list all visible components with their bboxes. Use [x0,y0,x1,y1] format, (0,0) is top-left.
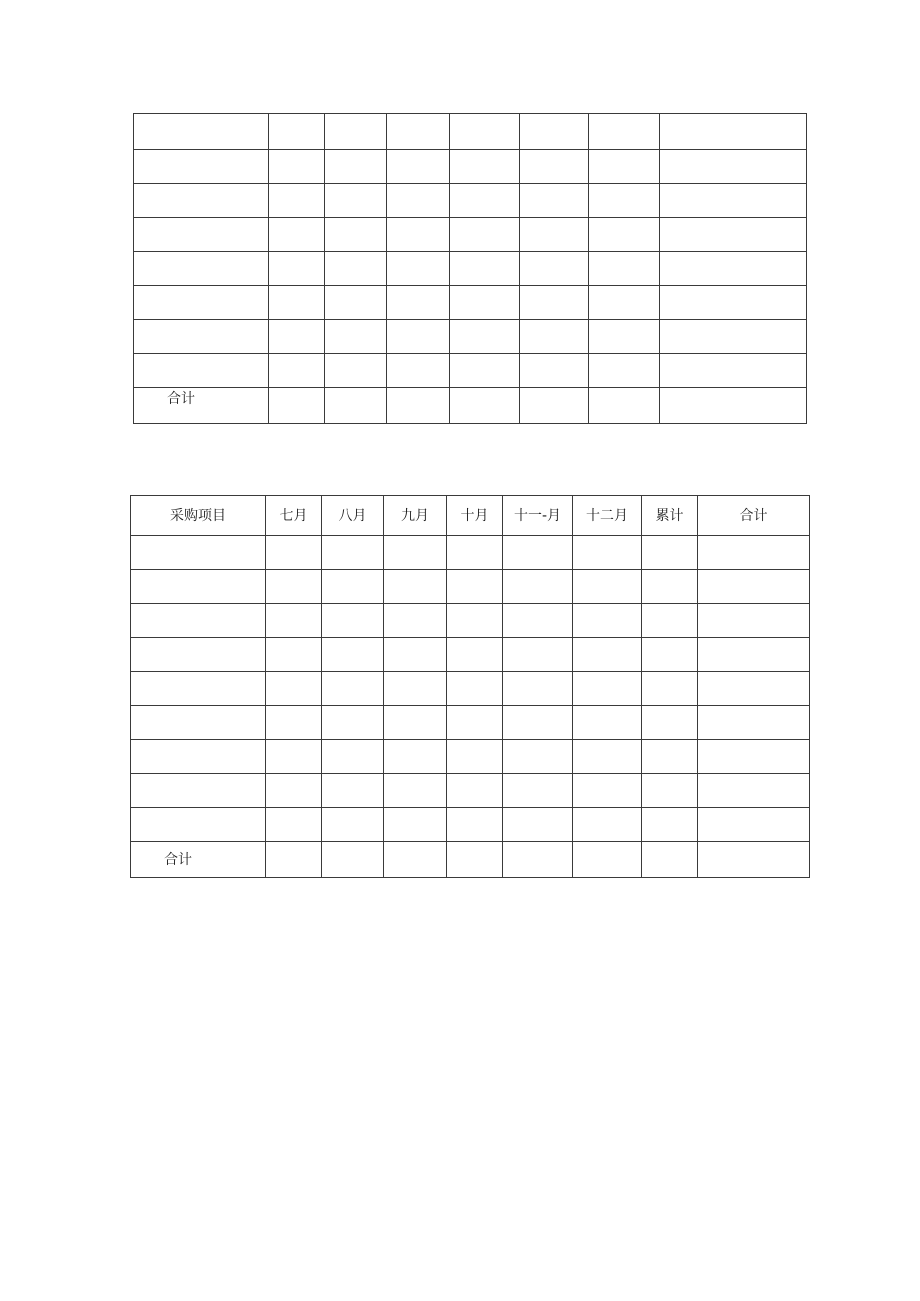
column-header: 采购项目 [131,496,266,536]
table-cell[interactable] [573,740,642,774]
table-cell[interactable] [325,320,387,354]
table-cell[interactable] [325,252,387,286]
table-cell[interactable] [503,740,573,774]
total-row [134,388,807,424]
table-cell[interactable] [642,672,698,706]
table-row [134,150,807,184]
table-cell[interactable] [131,740,266,774]
table-row [131,774,810,808]
table-cell[interactable] [660,388,807,424]
table-cell[interactable] [131,672,266,706]
table-cell[interactable] [134,114,269,150]
table-cell[interactable] [450,150,520,184]
table-cell[interactable] [447,842,503,878]
table-cell[interactable] [503,672,573,706]
table-cell[interactable] [503,570,573,604]
table-cell[interactable] [573,604,642,638]
table-cell[interactable] [322,570,384,604]
monthly-table-upper [133,113,807,424]
total-label: 合计 [134,388,269,424]
table-row [131,808,810,842]
table-cell[interactable] [384,808,447,842]
table-cell[interactable] [134,286,269,320]
table-cell[interactable] [660,354,807,388]
table-cell[interactable] [642,842,698,878]
table-cell[interactable] [698,672,810,706]
table-cell[interactable] [642,570,698,604]
table-cell[interactable] [266,842,322,878]
table-cell[interactable] [387,218,450,252]
column-header: 十二月 [573,496,642,536]
table-cell[interactable] [520,286,589,320]
table-cell[interactable] [322,536,384,570]
table-cell[interactable] [131,570,266,604]
table-row [134,114,807,150]
table-cell[interactable] [269,320,325,354]
table-row [131,604,810,638]
table-cell[interactable] [589,150,660,184]
table-cell[interactable] [520,218,589,252]
table-cell[interactable] [269,184,325,218]
table-cell[interactable] [573,808,642,842]
table-row [134,218,807,252]
table-cell[interactable] [698,842,810,878]
table-cell[interactable] [387,286,450,320]
table-cell[interactable] [387,114,450,150]
table-cell[interactable] [384,536,447,570]
table-cell[interactable] [322,774,384,808]
total-row [131,842,810,878]
table-cell[interactable] [660,114,807,150]
table-cell[interactable] [520,388,589,424]
table-cell[interactable] [450,388,520,424]
table-cell[interactable] [266,740,322,774]
table-cell[interactable] [589,354,660,388]
table-cell[interactable] [269,218,325,252]
table-cell[interactable] [660,286,807,320]
table-cell[interactable] [450,320,520,354]
table-cell[interactable] [387,354,450,388]
table-cell[interactable] [322,808,384,842]
table-cell[interactable] [134,320,269,354]
table-cell[interactable] [447,774,503,808]
table-cell[interactable] [322,842,384,878]
table-cell[interactable] [520,114,589,150]
table-row [131,570,810,604]
column-header: 十月 [447,496,503,536]
table-cell[interactable] [660,252,807,286]
table-cell[interactable] [520,252,589,286]
table-cell[interactable] [698,638,810,672]
table-cell[interactable] [698,706,810,740]
table-cell[interactable] [266,672,322,706]
table-cell[interactable] [589,286,660,320]
table-cell[interactable] [266,808,322,842]
table-cell[interactable] [660,150,807,184]
table-cell[interactable] [573,706,642,740]
table-row [131,638,810,672]
table-cell[interactable] [642,604,698,638]
table-cell[interactable] [322,638,384,672]
table-cell[interactable] [503,774,573,808]
table-cell[interactable] [134,150,269,184]
table-cell[interactable] [266,638,322,672]
table-cell[interactable] [642,774,698,808]
table-cell[interactable] [573,570,642,604]
table1-body [134,114,807,424]
table-cell[interactable] [325,354,387,388]
table-cell[interactable] [447,570,503,604]
table-cell[interactable] [447,808,503,842]
table-cell[interactable] [447,740,503,774]
table-row [134,184,807,218]
total-label: 合计 [131,842,266,878]
table-cell[interactable] [450,114,520,150]
table-cell[interactable] [325,184,387,218]
table-cell[interactable] [384,740,447,774]
table-cell[interactable] [322,672,384,706]
table-cell[interactable] [387,388,450,424]
table-cell[interactable] [573,672,642,706]
table-cell[interactable] [698,808,810,842]
table-cell[interactable] [384,706,447,740]
table-cell[interactable] [134,252,269,286]
table-cell[interactable] [387,150,450,184]
table-row [134,354,807,388]
table-cell[interactable] [269,286,325,320]
table-cell[interactable] [384,570,447,604]
table-cell[interactable] [131,536,266,570]
table-cell[interactable] [387,184,450,218]
table-cell[interactable] [266,570,322,604]
table-cell[interactable] [573,774,642,808]
table-cell[interactable] [134,184,269,218]
table-cell[interactable] [322,604,384,638]
table-cell[interactable] [384,774,447,808]
table-cell[interactable] [387,252,450,286]
table-cell[interactable] [520,354,589,388]
table-cell[interactable] [589,388,660,424]
column-header: 九月 [384,496,447,536]
table-cell[interactable] [447,604,503,638]
table-cell[interactable] [573,536,642,570]
table-cell[interactable] [266,536,322,570]
table-cell[interactable] [503,842,573,878]
table-cell[interactable] [266,774,322,808]
table-cell[interactable] [131,808,266,842]
table-cell[interactable] [589,218,660,252]
table-row [134,320,807,354]
table-cell[interactable] [131,706,266,740]
table-cell[interactable] [660,218,807,252]
table-cell[interactable] [520,320,589,354]
column-header: 合计 [698,496,810,536]
table-cell[interactable] [698,604,810,638]
table-cell[interactable] [573,638,642,672]
table-cell[interactable] [503,536,573,570]
table-cell[interactable] [266,604,322,638]
table-cell[interactable] [131,638,266,672]
table-cell[interactable] [131,604,266,638]
table-row [134,286,807,320]
table-cell[interactable] [447,536,503,570]
procurement-table [130,495,810,878]
table-cell[interactable] [589,320,660,354]
column-header: 七月 [266,496,322,536]
table-cell[interactable] [322,740,384,774]
column-header: 八月 [322,496,384,536]
table-cell[interactable] [269,354,325,388]
table-cell[interactable] [384,672,447,706]
table-row [131,536,810,570]
table-cell[interactable] [384,638,447,672]
table-cell[interactable] [269,252,325,286]
table-cell[interactable] [387,320,450,354]
table-row [131,672,810,706]
table-cell[interactable] [503,638,573,672]
table-cell[interactable] [325,218,387,252]
table-cell[interactable] [660,320,807,354]
table-cell[interactable] [322,706,384,740]
table-row [131,706,810,740]
table-cell[interactable] [589,184,660,218]
table-cell[interactable] [642,536,698,570]
table-cell[interactable] [520,150,589,184]
table-cell[interactable] [589,114,660,150]
header-row [131,496,810,536]
table-cell[interactable] [573,842,642,878]
table-cell[interactable] [660,184,807,218]
table-cell[interactable] [698,774,810,808]
table-cell[interactable] [447,706,503,740]
table-cell[interactable] [450,184,520,218]
table-cell[interactable] [642,808,698,842]
table-cell[interactable] [325,388,387,424]
table2-body [131,496,810,878]
table-cell[interactable] [503,604,573,638]
table-cell[interactable] [384,604,447,638]
column-header: 十一-月 [503,496,573,536]
table-cell[interactable] [698,536,810,570]
table-cell[interactable] [384,842,447,878]
table-row [131,740,810,774]
table-cell[interactable] [266,706,322,740]
table-cell[interactable] [642,740,698,774]
table-cell[interactable] [503,808,573,842]
table-cell[interactable] [447,672,503,706]
table-cell[interactable] [450,218,520,252]
table-cell[interactable] [698,570,810,604]
table-cell[interactable] [447,638,503,672]
column-header: 累计 [642,496,698,536]
table-cell[interactable] [269,150,325,184]
table-row [134,252,807,286]
table-cell[interactable] [134,218,269,252]
table-cell[interactable] [450,354,520,388]
table-cell[interactable] [589,252,660,286]
table-cell[interactable] [520,184,589,218]
table-cell[interactable] [325,150,387,184]
table-cell[interactable] [269,114,325,150]
table-cell[interactable] [325,286,387,320]
table-cell[interactable] [325,114,387,150]
table-cell[interactable] [642,706,698,740]
table-cell[interactable] [450,286,520,320]
table-cell[interactable] [134,354,269,388]
table-cell[interactable] [131,774,266,808]
table-cell[interactable] [503,706,573,740]
table-cell[interactable] [269,388,325,424]
table-cell[interactable] [450,252,520,286]
table-cell[interactable] [698,740,810,774]
table-cell[interactable] [642,638,698,672]
